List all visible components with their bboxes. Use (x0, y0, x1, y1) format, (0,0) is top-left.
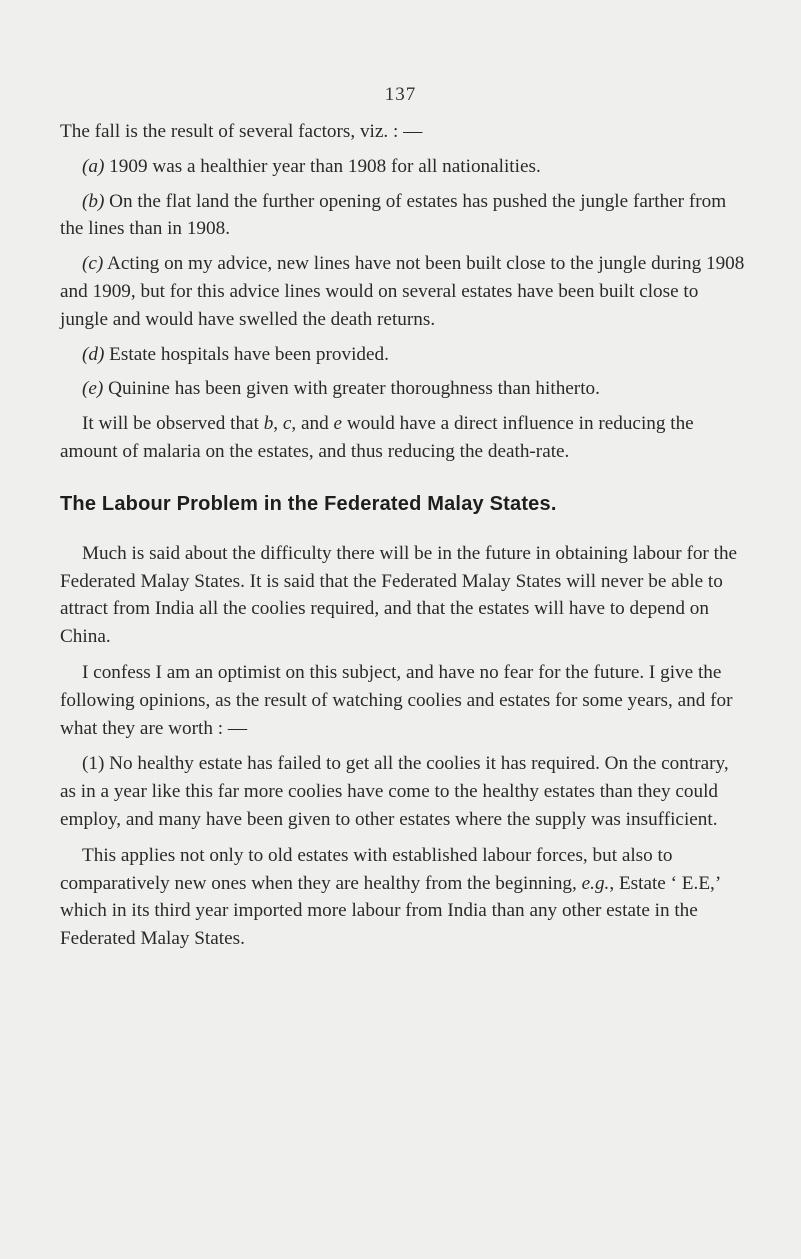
section-paragraph: Much is said about the difficulty there will be in the future in obtaining labour for the Federated Malay States. It is said that the Federated Malay States will never be able to attract from India all the coolies required, and that the estates will have to depend on China. (60, 542, 738, 648)
factor-ref-c: c (282, 413, 292, 435)
intro-paragraph: The fall is the result of several factors, viz. : — (60, 121, 423, 142)
page-body (60, 118, 746, 953)
section-paragraph: (1) No healthy estate has failed to get all the coolies it has required. On the contrary, as in a year like this far more coolies have come to the healthy estates than they could employ, and many have been given to other estates where the supply was insufficient. (60, 753, 729, 830)
page-number: 137 (384, 84, 417, 105)
factor-text: Quinine has been given with greater thoroughness than hitherto. (108, 378, 600, 400)
factor-label: (c) (82, 253, 104, 275)
observation-text: It will be observed that (82, 413, 264, 435)
section-paragraph-last (60, 842, 746, 953)
factor-b (60, 188, 746, 244)
section-paragraph: I confess I am an optimist on this subject, and have no fear for the future. I give the following opinions, as the result of watching coolies and estates for some years, and for what they are worth : — (60, 661, 733, 739)
factor-d (60, 341, 746, 369)
separator: , (273, 413, 283, 435)
factor-label: (e) (82, 378, 104, 400)
factor-label: (b) (82, 190, 105, 212)
factor-text: On the flat land the further opening of estates has pushed the jungle farther from the lines than in 1908. (60, 190, 727, 240)
factor-label: (d) (82, 343, 105, 365)
factor-text: Estate hospitals have been provided. (109, 343, 389, 365)
abbreviation: e.g. (581, 872, 610, 894)
factor-ref-e: e (333, 413, 343, 435)
observation-paragraph (60, 410, 746, 466)
section-heading: The Labour Problem in the Federated Malay States. (60, 492, 557, 515)
paragraph-text: This applies not only to old estates with established labour forces, but also to comparatively new ones when they are healthy from the beginning, (60, 844, 673, 894)
factor-e (60, 375, 746, 403)
factor-text: 1909 was a healthier year than 1908 for all nationalities. (109, 155, 541, 177)
factor-label: (a) (82, 155, 105, 177)
observation-text: would have a direct influence in reducing the amount of malaria on the estates, and thus reducing the death-rate. (60, 413, 694, 462)
paragraph-text: , Estate ‘ E.E,’ which in its third year imported more labour from India than any other estate in the Federated Malay States. (60, 872, 720, 950)
factor-c (60, 250, 746, 333)
factor-a (60, 153, 746, 181)
factor-text: Acting on my advice, new lines have not been built close to the jungle during 1908 and 1909, but for this advice lines would on several estates have been built close to jungle and would have swelled the death returns. (60, 253, 745, 330)
separator: , and (291, 413, 334, 435)
factor-ref-b: b (263, 413, 274, 435)
